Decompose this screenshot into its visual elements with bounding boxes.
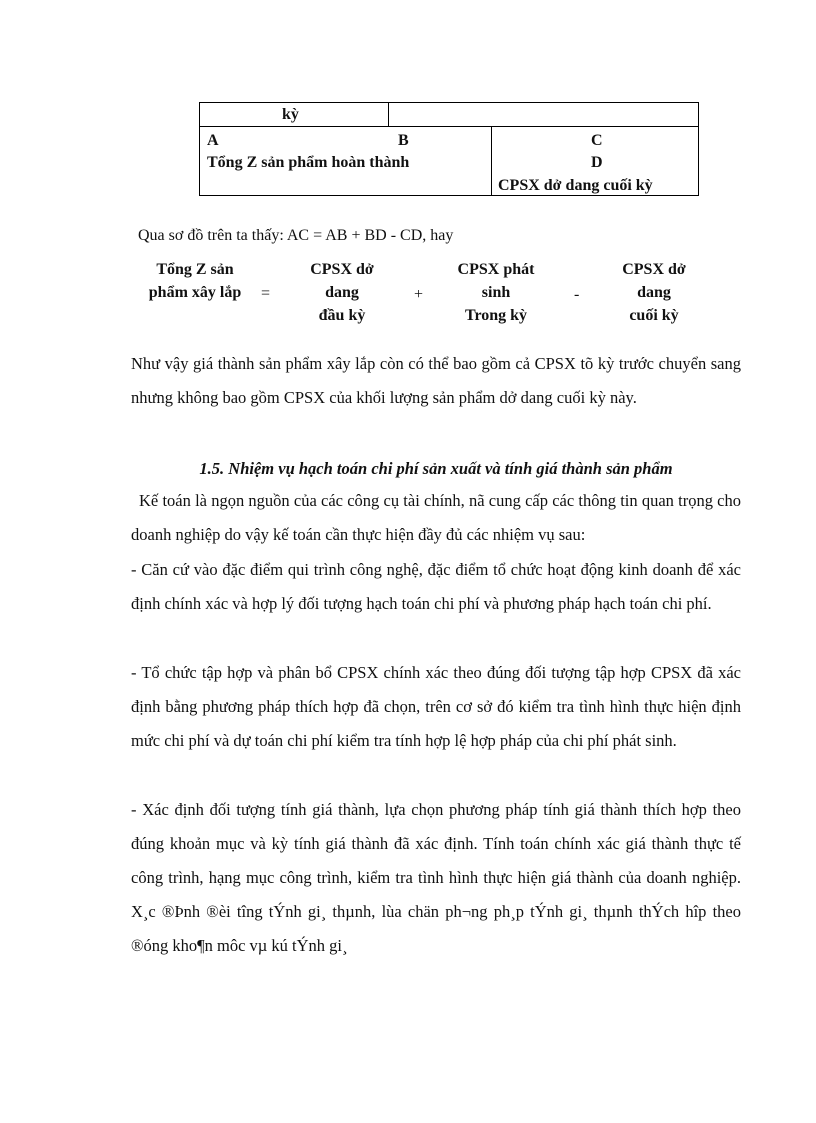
formula-term-opening-line2: dang: [325, 284, 359, 301]
cost-diagram-table: [199, 102, 699, 196]
table-left-label: Tổng Z sản phẩm hoàn thành: [207, 154, 410, 171]
paragraph-intro-tasks: Kế toán là ngọn nguồn của các công cụ tài chính, nã cung cấp các thông tin quan trọng cho doanh nghiệp do vậy kế toán cần thực hiện đầy đủ các nhiệm vụ sau:: [131, 491, 741, 544]
formula-minus: -: [574, 286, 580, 303]
formula-term-closing-line1: CPSX dở: [622, 261, 686, 278]
formula-intro: Qua sơ đồ trên ta thấy: AC = AB + BD - CD, hay: [138, 227, 454, 244]
table-cell-ky: kỳ: [282, 106, 299, 123]
formula-term-closing-wip: [594, 258, 714, 327]
formula-term-total-line2: phẩm xây lắp: [148, 284, 242, 301]
formula-term-incurred-line1: CPSX phát: [457, 261, 535, 278]
formula-plus: +: [414, 286, 424, 303]
list-item-task-2: - Tổ chức tập hợp và phân bổ CPSX chính xác theo đúng đối tượng tập hợp CPSX đã xác định bằng phương pháp thích hợp đã chọn, trên cơ sở đó kiểm tra tình hình thực hiện định mức chi phí và dự toán chi phí kiểm tra tính hợp lệ hợp pháp của chi phí phát sinh.: [131, 663, 741, 750]
formula-term-closing-line3: cuối kỳ: [629, 307, 679, 324]
formula-equals: =: [261, 285, 271, 302]
table-label-d: D: [591, 154, 603, 171]
formula-term-incurred-line3: Trong kỳ: [464, 307, 528, 324]
formula-term-total: [130, 258, 260, 304]
formula-term-total-line1: Tổng Z sản: [156, 261, 234, 278]
formula-term-opening-wip: [282, 258, 402, 327]
table-top-column-divider: [388, 103, 389, 126]
table-row-divider: [200, 126, 698, 127]
paragraph-conclusion: Như vậy giá thành sản phẩm xây lắp còn có thể bao gồm cả CPSX tõ kỳ trước chuyển sang nhưng không bao gồm CPSX của khối lượng sản phẩm dở dang cuối kỳ này.: [131, 354, 741, 407]
formula-term-closing-line2: dang: [637, 284, 671, 301]
table-label-a: A: [207, 132, 219, 149]
formula-term-incurred: [436, 258, 556, 327]
table-bottom-column-divider: [491, 126, 492, 195]
table-right-label: CPSX dở dang cuối kỳ: [498, 177, 653, 194]
section-heading: 1.5. Nhiệm vụ hạch toán chi phí sản xuất và tính giá thành sản phẩm: [199, 459, 673, 478]
formula-term-opening-line3: đầu kỳ: [318, 307, 366, 324]
list-item-task-3: - Xác định đối tượng tính giá thành, lựa chọn phương pháp tính giá thành thích hợp theo đúng khoản mục và kỳ tính giá thành đã xác định. Tính toán chính xác giá thành thực tế công trình, hạng mục công trình, kiểm tra tình hình thực hiện giá thành của doanh nghiệp. X¸c ®Þnh ®èi tîng tÝnh gi¸ thµnh, lùa chän ph¬ng ph¸p tÝnh gi¸ thµnh thÝch hîp theo ®óng kho¶n môc vµ kú tÝnh gi¸: [131, 800, 741, 955]
table-label-b: B: [398, 132, 409, 149]
list-item-task-1: - Căn cứ vào đặc điểm qui trình công nghệ, đặc điểm tổ chức hoạt động kinh doanh để xác định chính xác và hợp lý đối tượng hạch toán chi phí và phương pháp hạch toán chi phí.: [131, 560, 741, 613]
formula-term-opening-line1: CPSX dở: [310, 261, 374, 278]
formula-term-incurred-line2: sinh: [481, 284, 511, 301]
table-label-c: C: [591, 132, 603, 149]
